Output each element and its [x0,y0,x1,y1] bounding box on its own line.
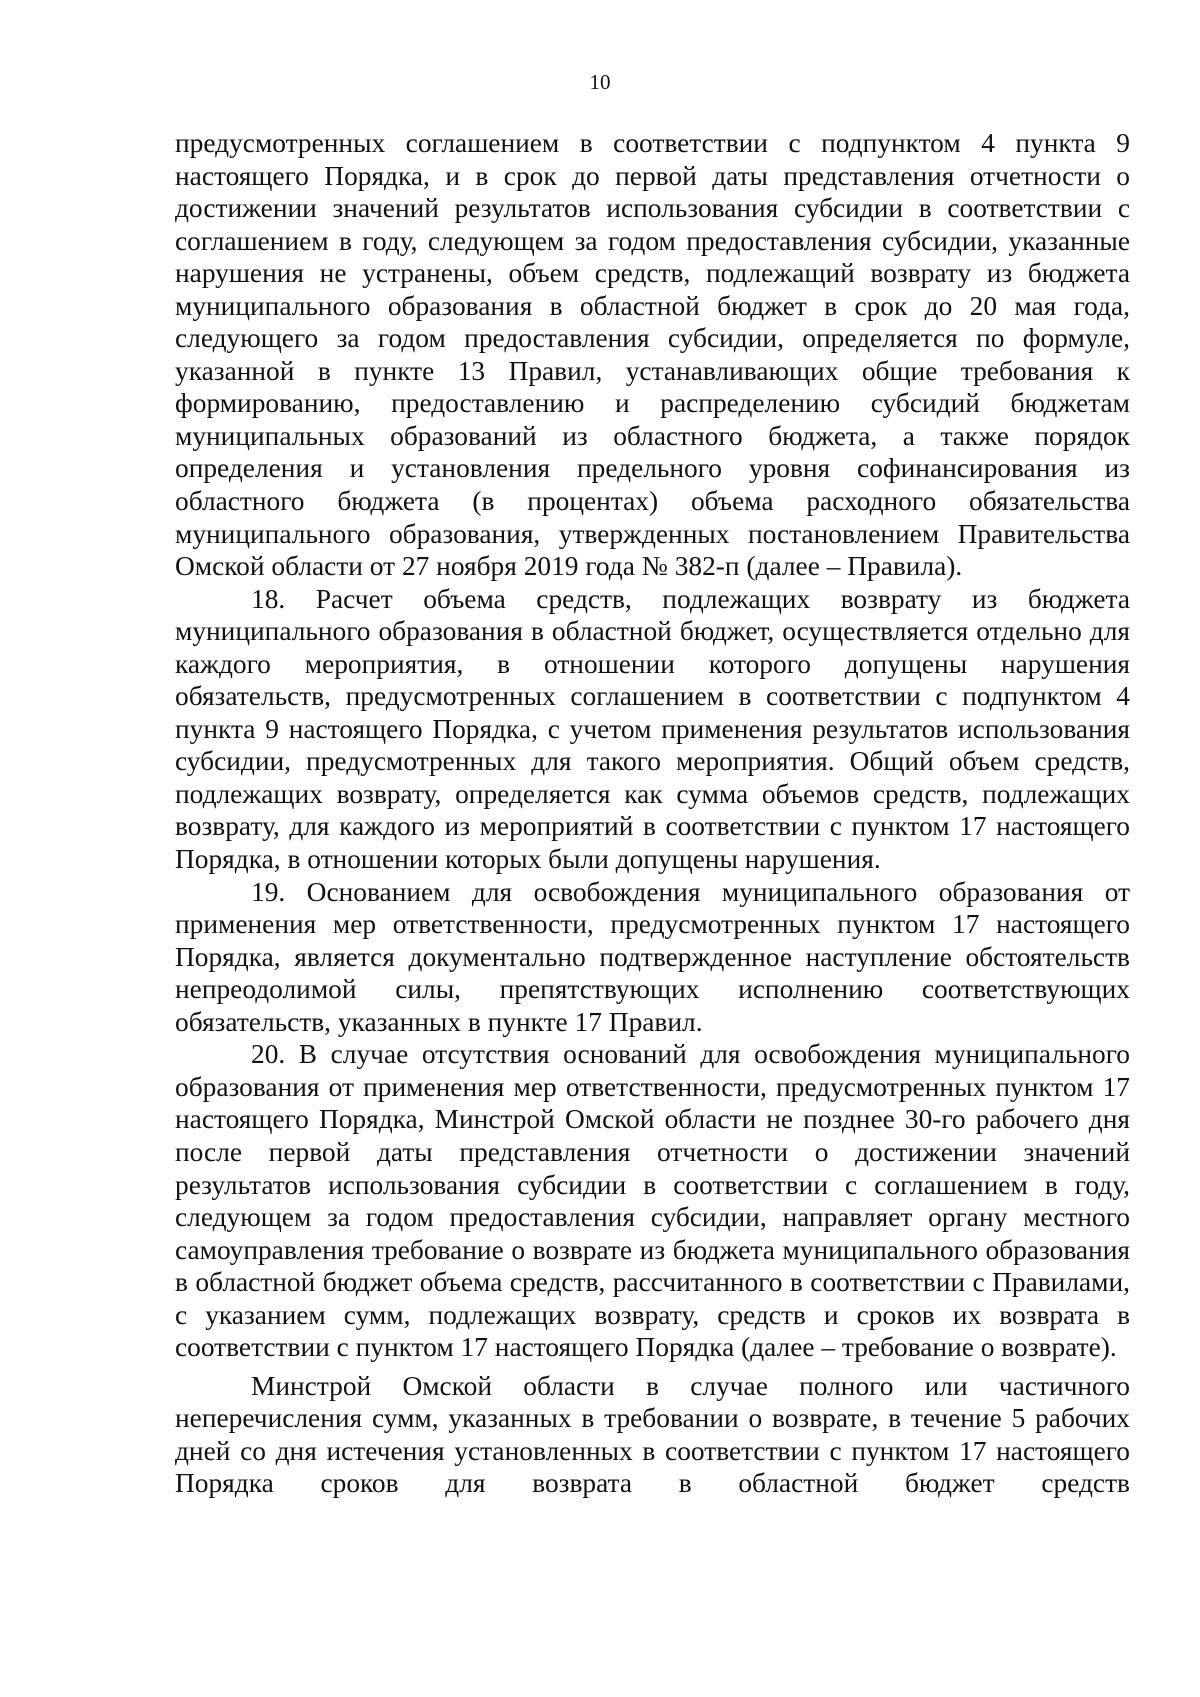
paragraph-continuation: предусмотренных соглашением в соответствии с подпунктом 4 пункта 9 настоящего Порядка, и в срок до первой даты представления отчетности о достижении значений результатов использования субсидии в соответствии с соглашением в году, следующем за годом предоставления субсидии, указанные нарушения не устранены, объем средств, подлежащий возврату из бюджета муниципального образования в областной бюджет в срок до 20 мая года, следующего за годом предоставления субсидии, определяется по формуле, указанной в пункте 13 Правил, устанавливающих общие требования к формированию, предоставлению и распределению субсидий бюджетам муниципальных образований из областного бюджета, а также порядок определения и установления предельного уровня софинансирования из областного бюджета (в процентах) объема расходного обязательства муниципального образования, утвержденных постановлением Правительства Омской области от 27 ноября 2019 года № 382-п (далее – Правила). [175,128,1130,582]
paragraph-item-18: 18. Расчет объема средств, подлежащих возврату из бюджета муниципального образования в областной бюджет, осуществляется отдельно для каждого мероприятия, в отношении которого допущены нарушения обязательств, предусмотренных соглашением в соответствии с подпунктом 4 пункта 9 настоящего Порядка, с учетом применения результатов использования субсидии, предусмотренных для такого мероприятия. Общий объем средств, подлежащих возврату, определяется как сумма объемов средств, подлежащих возврату, для каждого из мероприятий в соответствии с пунктом 17 настоящего Порядка, в отношении которых были допущены нарушения. [175,583,1130,875]
document-body [175,127,1130,1500]
paragraph-minstroy: Минстрой Омской области в случае полного или частичного неперечисления сумм, указанных в требовании о возврате, в течение 5 рабочих дней со дня истечения установленных в соответствии с пунктом 17 настоящего Порядка сроков для возврата в областной бюджет средств [175,1370,1130,1499]
paragraph-item-20: 20. В случае отсутствия оснований для освобождения муниципального образования от применения мер ответственности, предусмотренных пунктом 17 настоящего Порядка, Минстрой Омской области не позднее 30-го рабочего дня после первой даты представления отчетности о достижении значений результатов использования субсидии в соответствии с соглашением в году, следующем за годом предоставления субсидии, направляет органу местного самоуправления требование о возврате из бюджета муниципального образования в областной бюджет объема средств, рассчитанного в соответствии с Правилами, с указанием сумм, подлежащих возврату, средств и сроков их возврата в соответствии с пунктом 17 настоящего Порядка (далее – требование о возврате). [175,1039,1130,1363]
page-number: 10 [589,70,611,94]
paragraph-item-19: 19. Основанием для освобождения муниципального образования от применения мер ответственности, предусмотренных пунктом 17 настоящего Порядка, является документально подтвержденное наступление обстоятельств непреодолимой силы, препятствующих исполнению соответствующих обязательств, указанных в пункте 17 Правил. [175,876,1130,1037]
